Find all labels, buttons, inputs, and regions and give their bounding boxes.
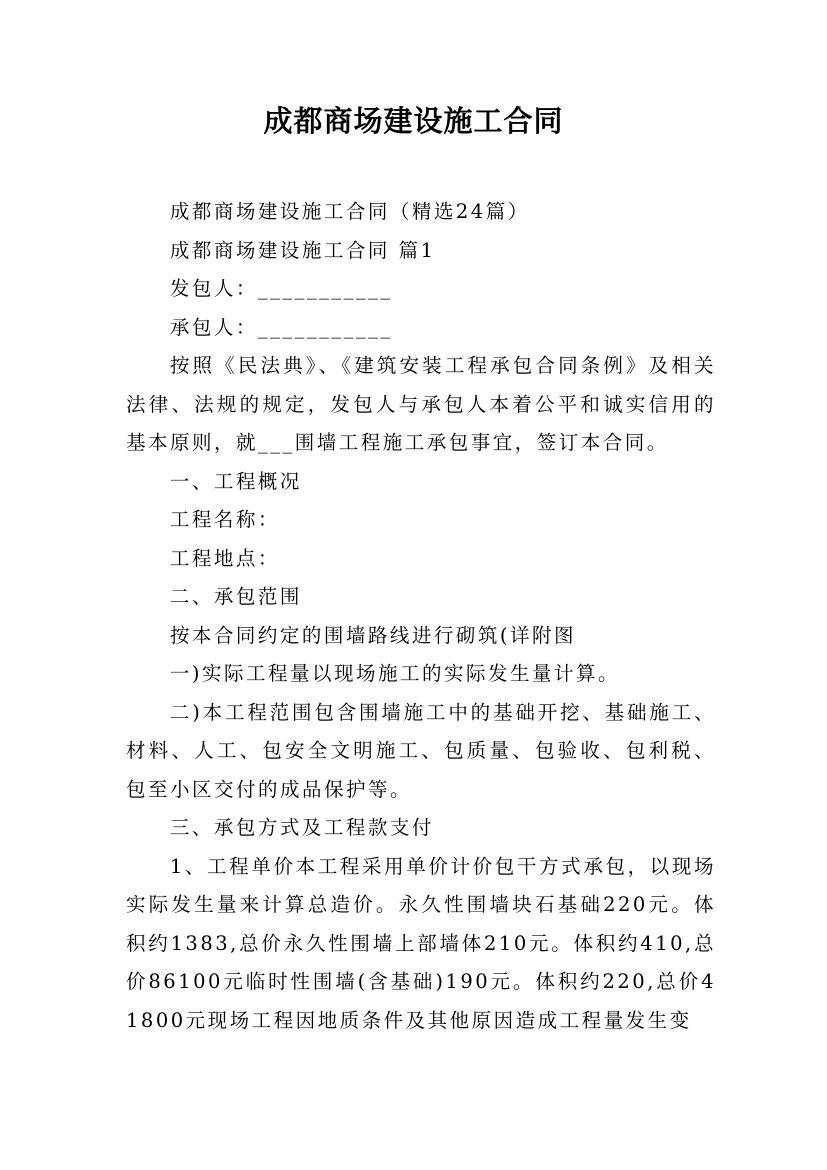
contractor-line: 承包人：___________ (169, 315, 393, 339)
project-name-line: 工程名称： (169, 508, 280, 531)
clause-heading: 一、工程概况 (169, 469, 302, 493)
clause-heading: 三、承包方式及工程款支付 (169, 816, 434, 839)
project-location-line: 工程地点： (169, 546, 280, 570)
body-paragraph: 一)实际工程量以现场施工的实际发生量计算。 (169, 662, 620, 685)
document-title: 成都商场建设施工合同 (263, 104, 564, 138)
clause-heading: 二、承包范围 (169, 585, 302, 608)
subtitle-paragraph: 成都商场建设施工合同（精选24篇） (169, 200, 530, 223)
preamble-paragraph: 按照《民法典》、《建筑安装工程承包合同条例》及相关法律、法规的规定，发包人与承包人本着公平和诚实信用的基本原则，就___围墙工程施工承包事宜，签订本合同。 (126, 354, 716, 454)
body-paragraph: 按本合同约定的围墙路线进行砌筑(详附图 (169, 623, 576, 647)
document-body (126, 193, 716, 1040)
section-heading: 成都商场建设施工合同 篇1 (169, 238, 436, 262)
employer-line: 发包人：___________ (169, 277, 393, 300)
body-paragraph: 二)本工程范围包含围墙施工中的基础开挖、基础施工、材料、人工、包安全文明施工、包质量、包验收、包利税、包至小区交付的成品保护等。 (126, 700, 716, 801)
body-paragraph: 1、工程单价本工程采用单价计价包干方式承包，以现场实际发生量来计算总造价。永久性围墙块石基础220元。体积约1383,总价永久性围墙上部墙体210元。体积约410,总价86100元临时性围墙(含基础)190元。体积约220,总价41800元现场工程因地质条件及其他原因造成工程量发生变 (126, 854, 716, 1032)
